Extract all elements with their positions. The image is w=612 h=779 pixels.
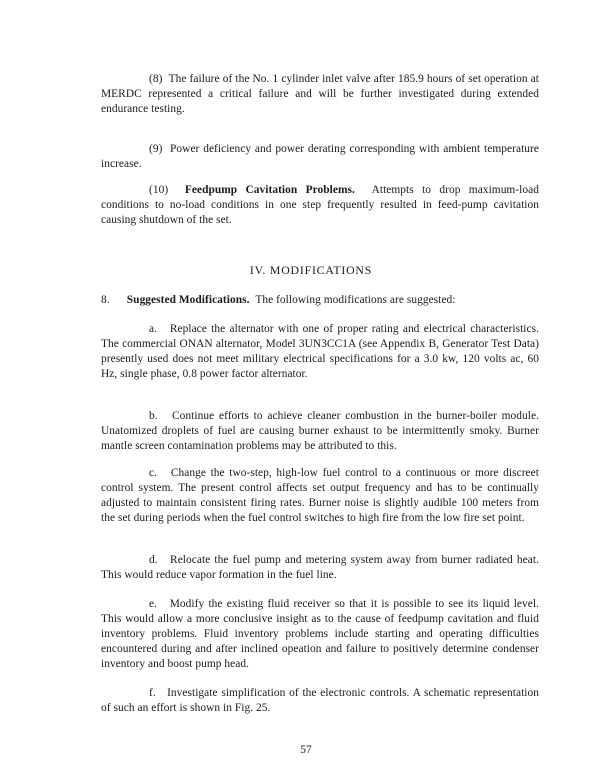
item-label: (9) xyxy=(149,143,163,155)
section-heading: IV. MODIFICATIONS xyxy=(249,263,373,277)
modification-text: Modify the existing fluid receiver so that it is possible to see its liquid level. This would allow a more conclusive insight as to the cause of feedpump cavitation and fluid inventory problems. Fluid inventory problems include starting and operating difficulties encountered during and after inclined opeation and failure to positively determine condenser inventory and boost pump head. xyxy=(101,598,539,670)
modification-c xyxy=(101,466,539,526)
modification-e xyxy=(101,597,539,672)
modification-label: d. xyxy=(149,554,158,566)
modification-f xyxy=(101,686,539,716)
section-title: Suggested Modifications. xyxy=(126,294,250,306)
modification-d xyxy=(101,553,539,583)
page-number: 57 xyxy=(300,744,312,756)
modification-label: a. xyxy=(149,323,158,335)
item-text: Power deficiency and power derating corresponding with ambient temperature increase. xyxy=(101,143,540,170)
modification-label: b. xyxy=(149,410,158,422)
modification-text: Investigate simplification of the electronic controls. A schematic representation of such an effort is shown in Fig. 25. xyxy=(101,687,539,714)
modification-text: Continue efforts to achieve cleaner combustion in the burner-boiler module. Unatomized droplets of fuel are causing burner exhaust to be intermittently smoky. Burner mantle screen contamination problems may be attributed to this. xyxy=(101,410,539,452)
modification-text: Relocate the fuel pump and metering system away from burner radiated heat. This would reduce vapor formation in the fuel line. xyxy=(101,554,539,581)
item-10-paragraph xyxy=(101,183,539,228)
section-intro: The following modifications are suggested: xyxy=(255,294,456,306)
modification-b xyxy=(101,409,539,454)
modification-text: Replace the alternator with one of proper rating and electrical characteristics. The commercial ONAN alternator, Model 3UN3CC1A (see Appendix B, Generator Test Data) presently used does not meet military electrical specifications for a 3.0 kw, 120 volts ac, 60 Hz, single phase, 0.8 power factor alternator. xyxy=(101,323,540,380)
modification-label: f. xyxy=(149,687,156,699)
item-text: Attempts to drop maximum-load conditions to no-load conditions in one step frequently resulted in feed-pump cavitation causing shutdown of the set. xyxy=(101,184,539,226)
section-number: 8. xyxy=(101,294,110,306)
item-text: The failure of the No. 1 cylinder inlet valve after 185.9 hours of set operation at MERDC represented a critical failure and will be further investigated during extended endurance testing. xyxy=(101,73,539,115)
item-label: (8) xyxy=(149,73,163,85)
modification-label: e. xyxy=(149,598,158,610)
item-8-paragraph xyxy=(101,72,539,117)
modification-label: c. xyxy=(149,467,158,479)
section-8-paragraph xyxy=(101,293,539,308)
item-title: Feedpump Cavitation Problems. xyxy=(184,184,355,196)
item-9-paragraph xyxy=(101,142,539,172)
modification-text: Change the two-step, high-low fuel control to a continuous or more discreet control system. The present control affects set output frequency and has to be continually adjusted to maintain consistent firing rates. Burner noise is slightly audible 100 meters from the set during periods when the fuel control switches to high fire from the low fire set point. xyxy=(101,467,539,524)
modification-a xyxy=(101,322,539,382)
item-label: (10) xyxy=(149,184,169,196)
